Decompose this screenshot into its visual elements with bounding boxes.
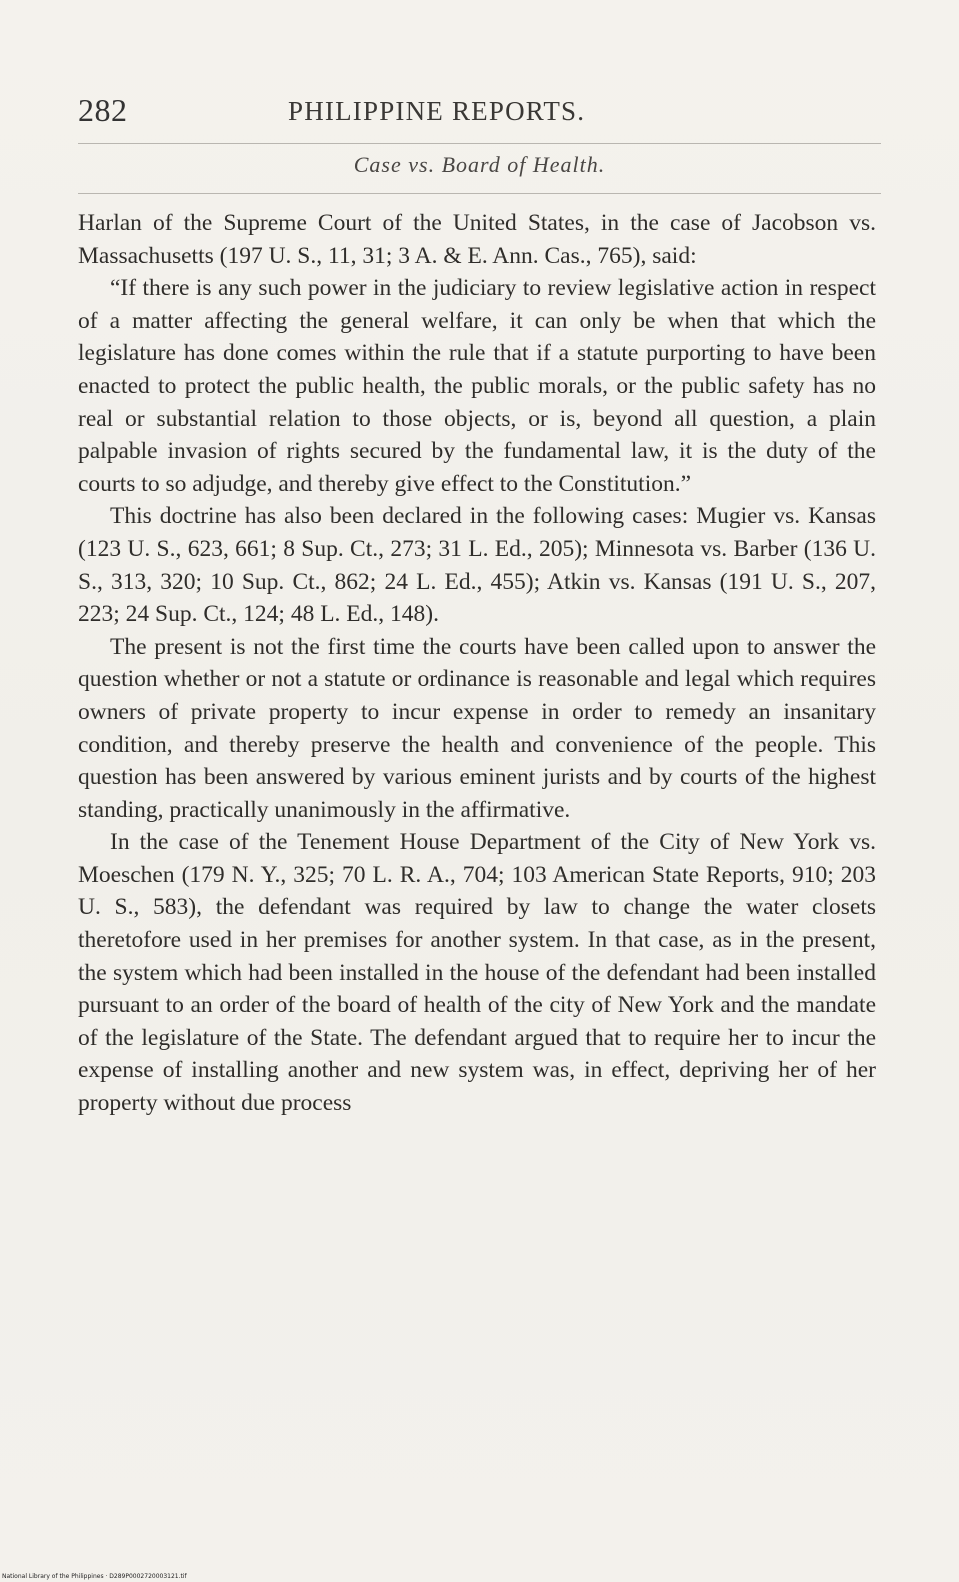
body-text bbox=[78, 207, 876, 1120]
scan-source-note: National Library of the Philippines · D289P0002720003121.tif bbox=[2, 1573, 187, 1580]
header-rule-bottom bbox=[78, 193, 881, 194]
paragraph-continuation: Harlan of the Supreme Court of the United States, in the case of Jacobson vs. Massachusetts (197 U. S., 11, 31; 3 A. & E. Ann. Cas., 765), said: bbox=[78, 210, 876, 269]
page-number: 282 bbox=[78, 92, 128, 128]
paragraph-present-case: The present is not the first time the courts have been called upon to answer the question whether or not a statute or ordinance is reasonable and legal which requires owners of private property to incur expense in order to remedy an insanitary condition, and thereby preserve the health and convenience of the people. This question has been answered by various eminent jurists and by courts of the highest standing, practically unanimously in the affirmative. bbox=[78, 633, 876, 823]
running-title: PHILIPPINE REPORTS. bbox=[288, 96, 586, 126]
paragraph-tenement-case: In the case of the Tenement House Department of the City of New York vs. Moeschen (179 N. Y., 325; 70 L. R. A., 704; 103 American State Reports, 910; 203 U. S., 583), the defendant was required by law to change the water closets theretofore used in her premises for another system. In that case, as in the present, the system which had been installed in the house of the defendant had been installed pursuant to an order of the board of health of the city of New York and the mandate of the legislature of the State. The defendant argued that to require her to incur the expense of installing another and new system was, in effect, depriving her of her property without due process bbox=[78, 829, 876, 1117]
paragraph-doctrine: This doctrine has also been declared in the following cases: Mugier vs. Kansas (123 U. S., 623, 661; 8 Sup. Ct., 273; 31 L. Ed., 205); Minnesota vs. Barber (136 U. S., 313, 320; 10 Sup. Ct., 862; 24 L. Ed., 455); Atkin vs. Kansas (191 U. S., 207, 223; 24 Sup. Ct., 124; 48 L. Ed., 148). bbox=[78, 503, 876, 628]
page-header bbox=[78, 92, 881, 134]
header-rule-top bbox=[78, 143, 881, 144]
case-title: Case vs. Board of Health. bbox=[353, 152, 606, 177]
paragraph-quotation: “If there is any such power in the judiciary to review legislative action in respect of a matter affecting the general welfare, it can only be when that which the legislature has done comes within the rule that if a statute purporting to have been enacted to protect the public health, the public morals, or the public safety has no real or substantial relation to those objects, or is, beyond all question, a plain palpable invasion of rights secured by the fundamental law, it is the duty of the courts to so adjudge, and thereby give effect to the Constitution.” bbox=[78, 275, 876, 497]
